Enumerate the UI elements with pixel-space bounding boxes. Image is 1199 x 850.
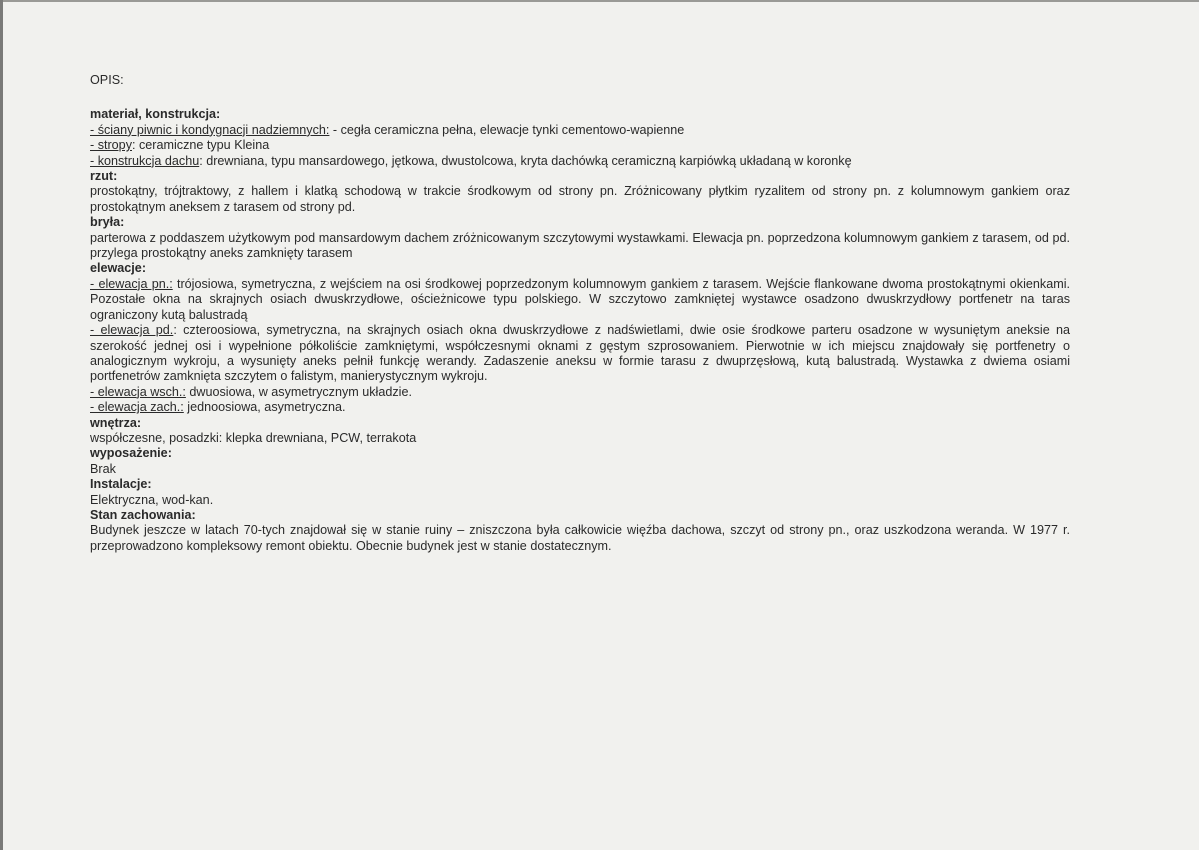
equipment-text: Brak	[90, 461, 116, 476]
condition-text: Budynek jeszcze w latach 70-tych znajdował się w stanie ruiny – zniszczona była całkowicie więźba dachowa, szczyt od strony pn., oraz uszkodzona weranda. W 1977 r. przeprowadzono kompleksowy remont obiektu. Obecnie budynek jest w stanie dostatecznym.	[90, 523, 1070, 553]
walls-text: - cegła ceramiczna pełna, elewacje tynki cementowo-wapienne	[329, 122, 685, 137]
north-label: - elewacja pn.:	[90, 276, 173, 291]
west-text: jednoosiowa, asymetryczna.	[183, 400, 346, 415]
roof-label: - konstrukcja dachu	[90, 153, 200, 168]
scan-edge-top	[0, 0, 1199, 2]
west-label: - elewacja zach.:	[90, 400, 184, 415]
equipment-heading: wyposażenie:	[90, 446, 172, 461]
south-label: - elewacja pd.	[90, 323, 174, 338]
interiors-heading: wnętrza:	[90, 415, 142, 430]
north-text: trójosiowa, symetryczna, z wejściem na osi środkowej poprzedzonym kolumnowym gankiem z tarasem. Wejście flankowane dwoma prostokątnymi okienkami. Pozostałe okna na skrajnych osiach dwuskrzydłowe, ościeżnicowe typu polskiego. W szczytowo zamkniętej wystawce osadzono dwuskrzydłowy portfenetr na taras ograniczony kutą balustradą	[90, 276, 1070, 322]
massing-heading: bryła:	[90, 215, 125, 230]
walls-label: - ściany piwnic i kondygnacji nadziemnych:	[90, 122, 330, 137]
east-elevation	[90, 385, 1070, 400]
document-title: OPIS:	[90, 73, 124, 87]
walls-line	[90, 123, 1070, 138]
south-elevation	[90, 323, 1070, 385]
ceilings-label: - stropy	[90, 138, 132, 153]
east-text: dwuosiowa, w asymetrycznym układzie.	[185, 384, 412, 399]
ceilings-line	[90, 138, 1070, 153]
interiors-text: współczesne, posadzki: klepka drewniana, PCW, terrakota	[90, 430, 417, 445]
massing-text: parterowa z poddaszem użytkowym pod mansardowym dachem zróżnicowanym szczytowymi wystawkami. Elewacja pn. poprzedzona kolumnowym gankiem z tarasem, od pd. przylega prostokątny aneks zamknięty tarasem	[90, 230, 1070, 261]
roof-text: : drewniana, typu mansardowego, jętkowa, dwustolcowa, kryta dachówką ceramiczną karpiówką układaną w koronkę	[199, 153, 852, 168]
condition-heading: Stan zachowania:	[90, 507, 196, 522]
scan-edge-left	[0, 0, 3, 850]
document-sheet	[90, 73, 1070, 554]
west-elevation	[90, 400, 1070, 415]
south-text: : czteroosiowa, symetryczna, na skrajnych osiach okna dwuskrzydłowe z nadświetlami, dwie osie środkowe parteru osadzone w wysuniętym aneksie na szerokość jednej osi i wypełnione półkoliście zamkniętymi, współczesnymi oknami z gęstym szprosowaniem. Pierwotnie w ich miejscu znajdowały się portfenetry o analogicznym wykroju, a wysunięty aneks pełnił funkcję werandy. Zadaszenie aneksu w formie tarasu z dwuprzęsłową, kutą balustradą. Wystawka z dwiema osiami portfenetrów zamknięta szczytem o falistym, manierystycznym wykroju.	[90, 323, 1071, 384]
elevations-heading: elewacje:	[90, 261, 147, 276]
plan-text: prostokątny, trójtraktowy, z hallem i klatką schodową w trakcie środkowym od strony pn. Zróżnicowany płytkim ryzalitem od strony pn. z kolumnowym gankiem oraz prostokątnym aneksem z tarasem od strony pd.	[90, 184, 1070, 214]
plan-heading: rzut:	[90, 169, 118, 184]
ceilings-text: : ceramiczne typu Kleina	[132, 138, 270, 153]
roof-line	[90, 154, 1070, 169]
north-elevation	[90, 277, 1070, 323]
material-heading: materiał, konstrukcja:	[90, 107, 221, 122]
installations-text: Elektryczna, wod-kan.	[90, 492, 214, 507]
installations-heading: Instalacje:	[90, 477, 152, 492]
east-label: - elewacja wsch.:	[90, 384, 186, 399]
